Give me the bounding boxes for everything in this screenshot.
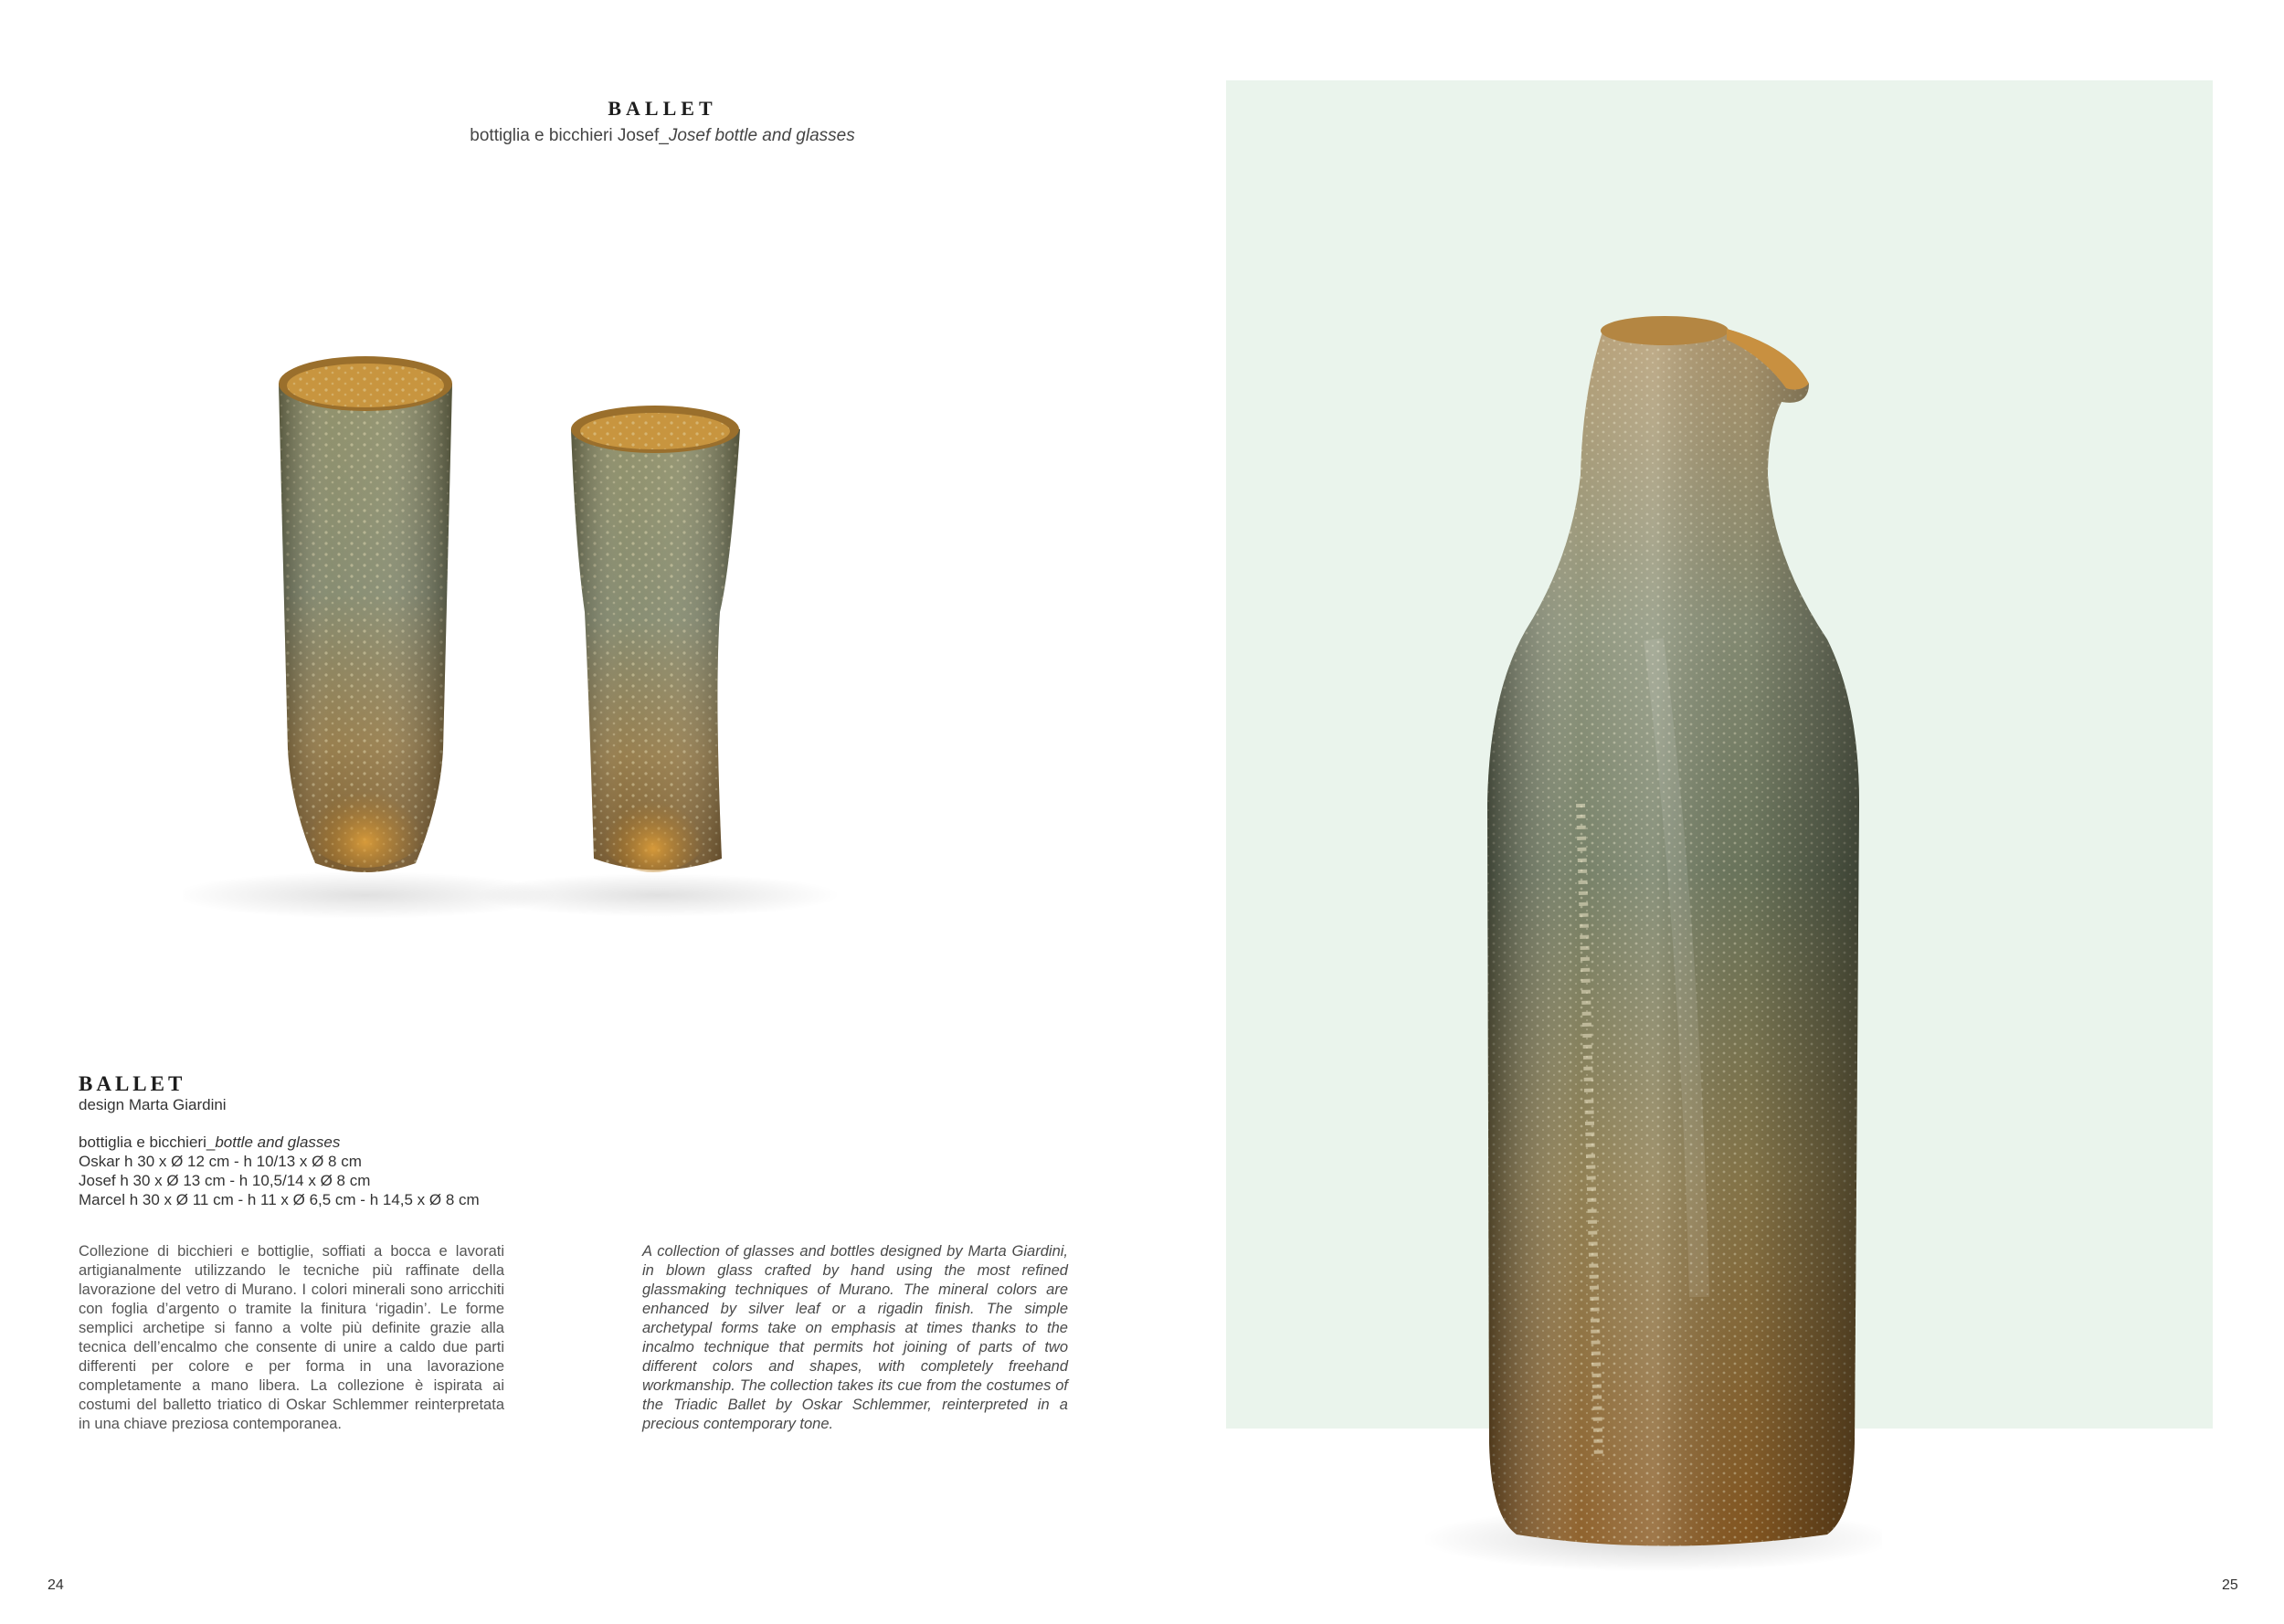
tall-glass: [279, 356, 452, 872]
type-english: bottle and glasses: [215, 1134, 341, 1151]
product-name: BALLET: [79, 1072, 186, 1095]
bottle-photo: [1425, 292, 1882, 1617]
description-italian: Collezione di bicchieri e bottiglie, soffiati a bocca e lavorati artigianalmente utilizzando le tecniche più raffinate della lavorazione del vetro di Murano. I colori minerali sono arricchiti con foglia d’argento o tramite la finitura ‘rigadin’. Le forme semplici archetipe si fanno a volte più definite grazie alla tecnica dell’encalmo che consente di unire a caldo due parti differenti per colore e per forma in una lavorazione completamente a mano libera. La collezione è ispirata ai costumi del balletto triatico di Oskar Schlemmer reinterpretata in una chiave preziosa contemporanea.: [79, 1243, 504, 1432]
page-subtitle: [183, 126, 1142, 146]
page-number-left: 24: [48, 1577, 64, 1593]
subtitle-english: Josef bottle and glasses: [668, 126, 855, 145]
designer-credit: design Marta Giardini: [79, 1096, 227, 1113]
short-glass: [571, 406, 740, 872]
product-specs: [79, 1133, 480, 1209]
spec-line: Josef h 30 x Ø 13 cm - h 10,5/14 x Ø 8 cm: [79, 1172, 371, 1189]
product-type: [79, 1133, 480, 1152]
glasses-photo: [183, 311, 959, 932]
subtitle-italian: bottiglia e bicchieri Josef_: [470, 126, 669, 145]
page-title: BALLET: [608, 97, 717, 120]
spec-line: Marcel h 30 x Ø 11 cm - h 11 x Ø 6,5 cm - h 14,5 x Ø 8 cm: [79, 1191, 480, 1208]
description-english: A collection of glasses and bottles designed by Marta Giardini, in blown glass crafted by hand using the most refined glassmaking techniques of Murano. The mineral colors are enhanced by silver leaf or a rigadin finish. The simple archetypal forms take on emphasis at times thanks to the incalmo technique that permits hot joining of parts of two different colors and shapes, with completely freehand workmanship. The collection takes its cue from the costumes of the Triadic Ballet by Oskar Schlemmer, reinterpreted in a precious contemporary tone.: [642, 1243, 1068, 1432]
spec-line: Oskar h 30 x Ø 12 cm - h 10/13 x Ø 8 cm: [79, 1153, 362, 1170]
type-italian: bottiglia e bicchieri_: [79, 1134, 216, 1151]
page-number-right: 25: [2222, 1577, 2238, 1593]
